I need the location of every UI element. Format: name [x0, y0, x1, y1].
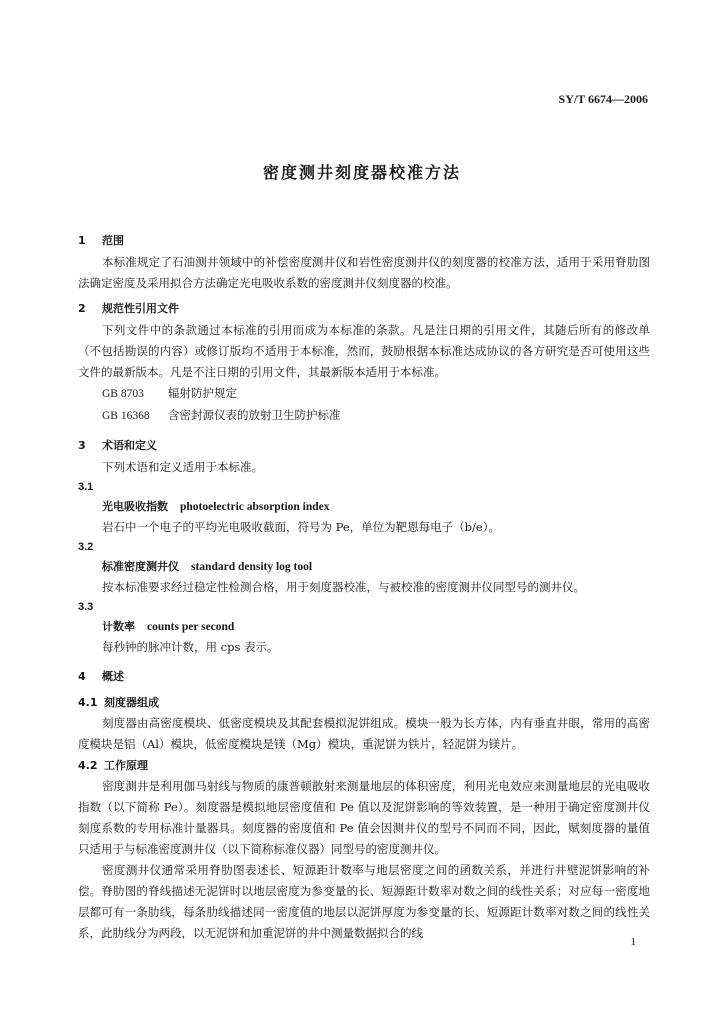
section-heading-scope — [78, 230, 650, 252]
reference-title: 辐射防护规定 — [168, 386, 237, 400]
subsection-heading-principle — [78, 755, 650, 776]
subsection-title: 工作原理 — [104, 759, 148, 772]
subsection-number: 4.2 — [78, 759, 98, 772]
term-heading — [78, 617, 650, 637]
section-number: 1 — [78, 234, 86, 247]
page-title: 密度测井刻度器校准方法 — [262, 163, 461, 182]
reference-code: GB 8703 — [102, 388, 144, 400]
term-english: photoelectric absorption index — [180, 501, 330, 513]
subsection-heading-composition — [78, 692, 650, 713]
paragraph: 刻度器由高密度模块、低密度模块及其配套模拟泥饼组成。模块一般为长方体，内有垂直井眼，常用的高密度模块是铝（Al）模块，低密度模块是镁（Mg）模块，重泥饼为铁片，轻泥饼为镁片。 — [78, 716, 650, 751]
term-english: standard density log tool — [191, 561, 313, 573]
subsection-number: 4.1 — [78, 696, 98, 709]
reference-code: GB 16368 — [102, 410, 150, 422]
term-chinese: 标准密度测井仪 — [102, 560, 179, 573]
paragraph: 本标准规定了石油测井领域中的补偿密度测井仪和岩性密度测井仪的刻度器的校准方法，适用于采用脊肋图法确定密度及采用拟合方法确定光电吸收系数的密度测井仪刻度器的校准。 — [78, 255, 650, 290]
term-heading — [78, 497, 650, 517]
section-title: 概述 — [102, 670, 124, 683]
term-chinese: 计数率 — [102, 620, 135, 633]
section-number: 2 — [78, 302, 86, 315]
term-number: 3.2 — [78, 541, 94, 553]
section-title: 规范性引用文件 — [102, 302, 179, 315]
paragraph: 密度测井是利用伽马射线与物质的康普顿散射来测量地层的体积密度，利用光电效应来测量地层的光电吸收指数（以下简称 Pe）。刻度器是模拟地层密度值和 Pe 值以及泥饼影响的等效装置，是一种用于确定密度测井仪刻度系数的专用标准计量器具。刻度器的密度值和 Pe 值会因测井仪的型号不同而不同，因此，赋刻度器的量值只适用于与标准密度测井仪（以下简称标准仪器）同型号的密度测井仪。 — [78, 779, 650, 856]
paragraph: 下列文件中的条款通过本标准的引用而成为本标准的条款。凡是注日期的引用文件，其随后所有的修改单（不包括勘误的内容）或修订版均不适用于本标准，然而，鼓励根据本标准达成协议的各方研究是否可使用这些文件的最新版本。凡是不注日期的引用文件，其最新版本适用于本标准。 — [78, 323, 650, 379]
term-definition: 岩石中一个电子的平均光电吸收截面，符号为 Pe，单位为靶恩每电子（b/e）。 — [102, 520, 500, 534]
term-number: 3.1 — [78, 481, 94, 493]
term-definition: 每秒钟的脉冲计数，用 cps 表示。 — [102, 640, 279, 654]
term-english: counts per second — [147, 621, 235, 633]
reference-title: 含密封源仪表的放射卫生防护标准 — [168, 408, 341, 422]
section-heading-terms — [78, 435, 650, 457]
term-heading — [78, 557, 650, 577]
section-title: 范围 — [102, 234, 124, 247]
reference-item — [78, 383, 650, 405]
term-number: 3.3 — [78, 601, 94, 613]
section-title: 术语和定义 — [102, 439, 157, 452]
paragraph: 密度测井仪通常采用脊肋图表述长、短源距计数率与地层密度之间的函数关系，并进行井壁泥饼影响的补偿。脊肋图的脊线描述无泥饼时以地层密度为参变量的长、短源距计数率对数之间的线性关系；对应每一密度地层都可有一条肋线，每条肋线描述同一密度值的地层以泥饼厚度为参变量的长、短源距计数率对数之间的线性关系，此肋线分为两段，以无泥饼和加重泥饼的井中测量数据拟合的线 — [78, 863, 650, 940]
section-heading-normative-references — [78, 298, 650, 320]
document-body — [78, 230, 650, 944]
term-chinese: 光电吸收指数 — [102, 500, 168, 513]
section-number: 3 — [78, 439, 86, 452]
term-definition: 按本标准要求经过稳定性检测合格，用于刻度器校准，与被校准的密度测井仪同型号的测井仪。 — [102, 580, 585, 594]
reference-item — [78, 405, 650, 427]
standard-code: SY/T 6674—2006 — [558, 92, 648, 106]
page-number: 1 — [630, 936, 636, 948]
section-number: 4 — [78, 670, 86, 683]
subsection-title: 刻度器组成 — [104, 696, 159, 709]
paragraph: 下列术语和定义适用于本标准。 — [102, 460, 263, 474]
section-heading-overview — [78, 666, 650, 688]
